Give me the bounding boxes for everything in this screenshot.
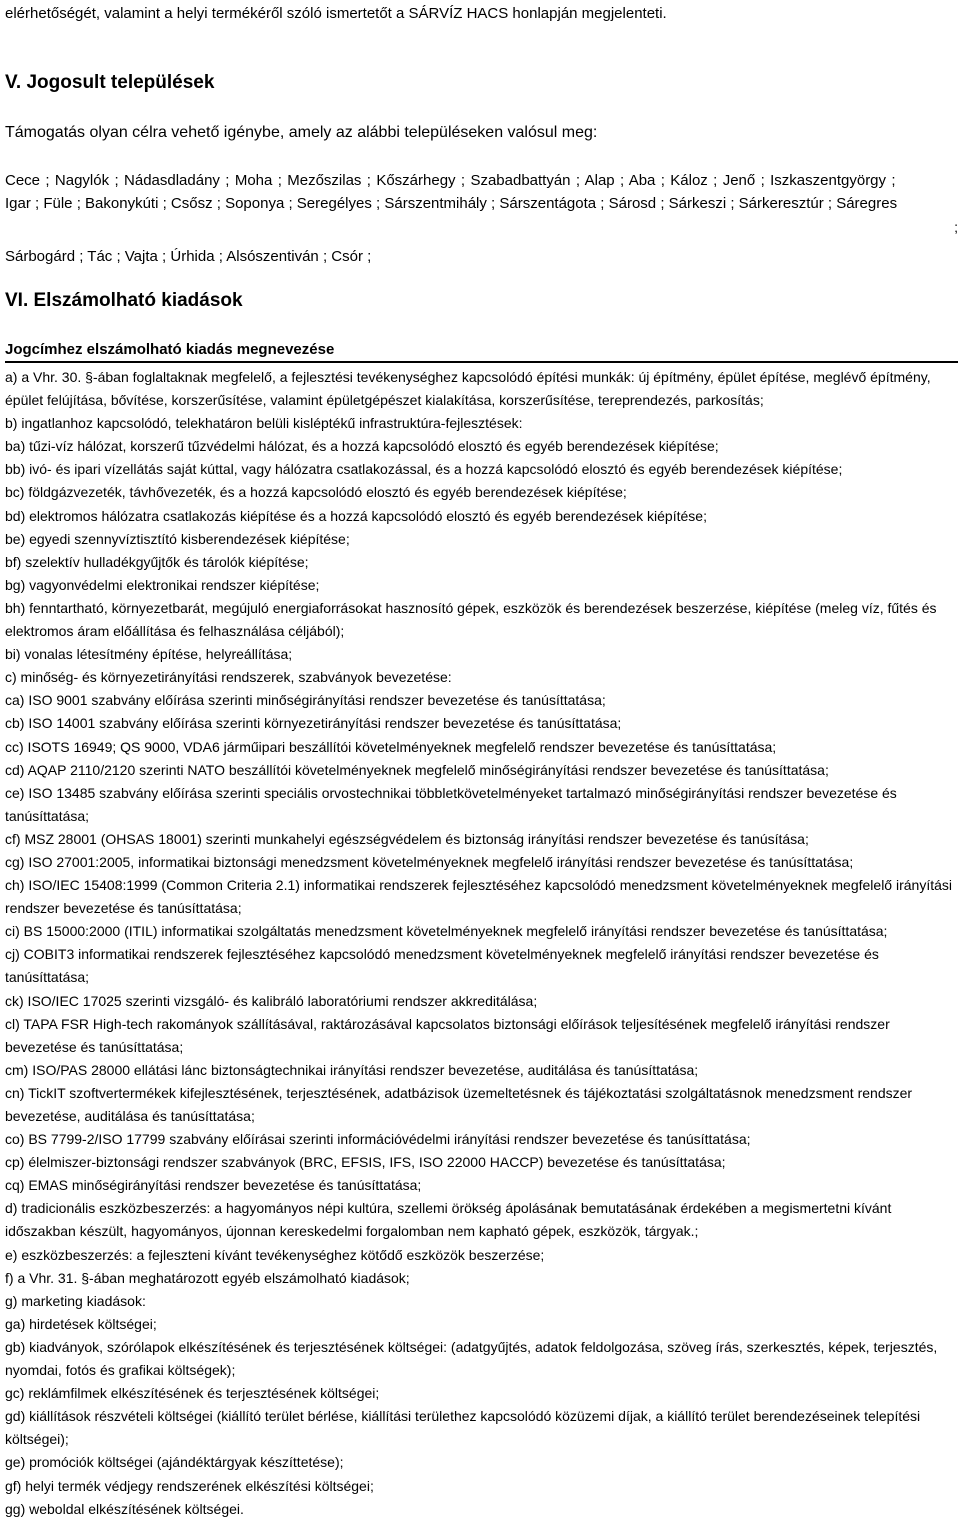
expense-item: bd) elektromos hálózatra csatlakozás kiépítése és a hozzá kapcsolódó elosztó és egyéb berendezések kiépítése; bbox=[5, 507, 707, 524]
expense-item: gf) helyi termék védjegy rendszerének elkészítési költségei; bbox=[5, 1477, 374, 1494]
towns-line-2-end: ; bbox=[954, 219, 958, 235]
expense-item: ch) ISO/IEC 15408:1999 (Common Criteria 2.1) informatikai rendszerek fejlesztéséhez kapcsolódó menedzsment követelményeknek megfelelő irányítási rendszer bevezetése és tanúsíttatása; bbox=[5, 877, 953, 917]
expense-item: cg) ISO 27001:2005, informatikai biztonsági menedzsment követelményeknek megfelelő irányítási rendszer bevezetése és tanúsíttatása; bbox=[5, 853, 854, 870]
towns-line-1: Cece ; Nagylók ; Nádasdladány ; Moha ; Mezőszilas ; Kőszárhegy ; Szabadbattyán ; Alap ; Aba ; Káloz ; Jenő ; Iszkaszentgyörgy ; bbox=[5, 172, 896, 189]
expense-item: bc) földgázvezeték, távhővezeték, és a hozzá kapcsolódó elosztó és egyéb berendezések kiépítése; bbox=[5, 484, 627, 501]
towns-line-2: Igar ; Füle ; Bakonykúti ; Csősz ; Soponya ; Seregélyes ; Sárszentmihály ; Sárszentágota ; Sárosd ; Sárkeszi ; Sárkeresztúr ; Sáregres bbox=[5, 195, 898, 212]
expense-item: be) egyedi szennyvíztisztító kisberendezések kiépítése; bbox=[5, 530, 350, 547]
expense-item: cc) ISOTS 16949; QS 9000, VDA6 járműipari beszállítói követelményeknek megfelelő rendszer bevezetése és tanúsíttatása; bbox=[5, 738, 777, 755]
expense-item: gd) kiállítások részvételi költségei (kiállító terület bérlése, kiállítási területhez kapcsolódó közüzemi díjak, a kiállító terület berendezéseinek telepítési költségei); bbox=[5, 1408, 921, 1448]
expense-item: cn) TickIT szoftvertermékek kifejlesztésének, terjesztésének, adatbázisok üzemeltetésnek és tájékoztatási szolgáltatásnok menedzsment rendszer bevezetése, auditálása és tanúsíttatása; bbox=[5, 1084, 913, 1124]
expense-item: bi) vonalas létesítmény építése, helyreállítása; bbox=[5, 646, 293, 663]
expense-items-list bbox=[5, 366, 958, 1521]
expense-item: cd) AQAP 2110/2120 szerinti NATO beszállítói követelményeknek megfelelő minőségirányítási rendszer bevezetése és tanúsíttatása; bbox=[5, 761, 829, 778]
expense-item: bf) szelektív hulladékgyűjtők és tárolók kiépítése; bbox=[5, 553, 309, 570]
expense-item: ga) hirdetések költségei; bbox=[5, 1315, 157, 1332]
expense-item: cm) ISO/PAS 28000 ellátási lánc biztonságtechnikai irányítási rendszer bevezetése, auditálása és tanúsíttatása; bbox=[5, 1061, 699, 1078]
eligible-intro-text: Támogatás olyan célra vehető igénybe, amely az alábbi településeken valósul meg: bbox=[5, 124, 598, 141]
expense-item: bg) vagyonvédelmi elektronikai rendszer kiépítése; bbox=[5, 576, 320, 593]
towns-line-3: Sárbogárd ; Tác ; Vajta ; Úrhida ; Alsószentiván ; Csór ; bbox=[5, 248, 372, 265]
expense-item: ck) ISO/IEC 17025 szerinti vizsgáló- és kalibráló laboratóriumi rendszer akkreditálása; bbox=[5, 992, 538, 1009]
expense-item: gg) weboldal elkészítésének költségei. bbox=[5, 1500, 244, 1517]
expense-item: ci) BS 15000:2000 (ITIL) informatikai szolgáltatás menedzsment követelményeknek megfelelő irányítási rendszer bevezetése és tanúsíttatása; bbox=[5, 923, 888, 940]
expense-item: ca) ISO 9001 szabvány előírása szerinti minőségirányítási rendszer bevezetése és tanúsíttatása; bbox=[5, 692, 606, 709]
expense-item: cp) élelmiszer-biztonsági rendszer szabványok (BRC, EFSIS, IFS, ISO 22000 HACCP) bevezetése és tanúsíttatása; bbox=[5, 1154, 726, 1171]
expense-item: cf) MSZ 28001 (OHSAS 18001) szerinti munkahelyi egészségvédelem és biztonság irányítási rendszer bevezetése és tanúsítása; bbox=[5, 830, 809, 847]
expense-item: ba) tűzi-víz hálózat, korszerű tűzvédelmi hálózat, és a hozzá kapcsolódó elosztó és egyéb berendezések kiépítése; bbox=[5, 438, 719, 455]
expense-item: e) eszközbeszerzés: a fejleszteni kívánt tevékenységhez kötődő eszközök beszerzése; bbox=[5, 1246, 545, 1263]
section-vi-heading: VI. Elszámolható kiadások bbox=[5, 290, 243, 311]
expense-item: g) marketing kiadások: bbox=[5, 1292, 146, 1309]
expense-item: bb) ivó- és ipari vízellátás saját kúttal, vagy hálózatra csatlakozással, és a hozzá kapcsolódó elosztó és egyéb berendezések kiépítése; bbox=[5, 461, 843, 478]
expense-item: cb) ISO 14001 szabvány előírása szerinti környezetirányítási rendszer bevezetése és tanúsíttatása; bbox=[5, 715, 622, 732]
intro-continuation-text: elérhetőségét, valamint a helyi termékéről szóló ismertetőt a SÁRVÍZ HACS honlapján megjelenteti. bbox=[5, 5, 667, 22]
expense-item: f) a Vhr. 31. §-ában meghatározott egyéb elszámolható kiadások; bbox=[5, 1269, 410, 1286]
expense-item: cq) EMAS minőségirányítási rendszer bevezetése és tanúsíttatása; bbox=[5, 1177, 422, 1194]
expense-item: cj) COBIT3 informatikai rendszerek fejlesztéséhez kapcsolódó menedzsment követelményeknek megfelelő irányítási rendszer bevezetése és tanúsíttatása; bbox=[5, 946, 879, 986]
expense-item: a) a Vhr. 30. §-ában foglaltaknak megfelelő, a fejlesztési tevékenységhez kapcsolódó építési munkák: új építmény, épület építése, meglévő építmény, épület felújítása, bővítése, korszerűsítése, valamint épületgépészet kialakítása, korszerűsítése, tereprendezés, parkosítás; bbox=[5, 369, 931, 409]
expense-table-header: Jogcímhez elszámolható kiadás megnevezése bbox=[5, 340, 958, 363]
expense-item: cl) TAPA FSR High-tech rakományok szállításával, raktározásával kapcsolatos biztonsági előírások teljesítésének megfelelő irányítási rendszer bevezetése és tanúsíttatása; bbox=[5, 1015, 890, 1055]
expense-item: b) ingatlanhoz kapcsolódó, telekhatáron belüli kisléptékű infrastruktúra-fejlesztések: bbox=[5, 415, 523, 432]
expense-item: d) tradicionális eszközbeszerzés: a hagyományos népi kultúra, szellemi örökség ápolásának bemutatásának érdekében a megismertetni kívánt időszakban készült, hagyományos, újonnan kereskedelmi forgalomban nem kapható gépek, eszközök, tárgyak.; bbox=[5, 1200, 892, 1240]
expense-item: c) minőség- és környezetirányítási rendszerek, szabványok bevezetése: bbox=[5, 669, 452, 686]
expense-item: bh) fenntartható, környezetbarát, megújuló energiaforrásokat hasznosító gépek, eszközök és berendezések beszerzése, kiépítése (meleg víz, fűtés és elektromos áram előállítása és felhasználása céljából); bbox=[5, 599, 937, 640]
expense-item: ge) promóciók költségei (ajándéktárgyak készíttetése); bbox=[5, 1454, 344, 1471]
section-v-heading: V. Jogosult települések bbox=[5, 72, 215, 93]
expense-item: gb) kiadványok, szórólapok elkészítésének és terjesztésének költségei: (adatgyűjtés, adatok feldolgozása, szöveg írás, szerkesztés, képek, terjesztés, nyomdai, fotós és grafikai költségek); bbox=[5, 1338, 938, 1379]
expense-item: ce) ISO 13485 szabvány előírása szerinti speciális orvostechnikai többletkövetelményeket tartalmazó minőségirányítási rendszer bevezetése és tanúsíttatása; bbox=[5, 784, 897, 824]
expense-item: co) BS 7799-2/ISO 17799 szabvány előírásai szerinti információvédelmi irányítási rendszer bevezetése és tanúsíttatása; bbox=[5, 1131, 751, 1148]
expense-item: gc) reklámfilmek elkészítésének és terjesztésének költségei; bbox=[5, 1385, 380, 1402]
